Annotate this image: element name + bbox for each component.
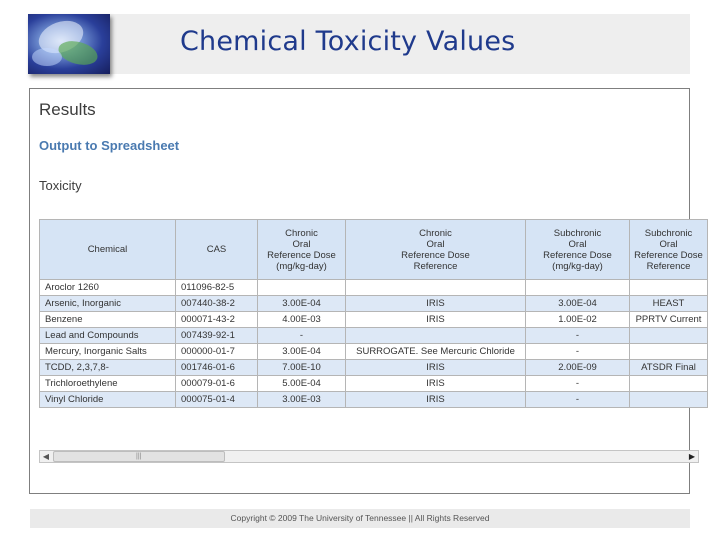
table-cell: SURROGATE. See Mercuric Chloride [346,344,526,360]
column-header [40,220,176,280]
table-cell: 7.00E-10 [258,360,346,376]
table-cell: Vinyl Chloride [40,392,176,408]
earth-satellite-logo-icon [28,14,110,74]
table-cell: Benzene [40,312,176,328]
horizontal-scrollbar[interactable] [39,450,699,463]
table-cell: - [526,376,630,392]
table-cell: 001746-01-6 [176,360,258,376]
table-cell: IRIS [346,296,526,312]
column-header-line: Oral [568,238,587,250]
table-cell: IRIS [346,392,526,408]
column-header [526,220,630,280]
table-cell: 3.00E-04 [258,344,346,360]
table-cell [630,344,708,360]
table-cell: IRIS [346,312,526,328]
table-cell: 000075-01-4 [176,392,258,408]
column-header [176,220,258,280]
table-cell: 2.00E-09 [526,360,630,376]
column-header-line: Reference Dose [634,249,703,261]
table-cell: Aroclor 1260 [40,280,176,296]
table-cell: 007439-92-1 [176,328,258,344]
table-cell [526,280,630,296]
table-cell [346,280,526,296]
table-row[interactable] [40,312,708,328]
table-row[interactable] [40,392,708,408]
column-header-line: Chemical [87,244,128,255]
table-cell [630,376,708,392]
column-header [346,220,526,280]
table-cell: ATSDR Final [630,360,708,376]
table-cell: - [526,344,630,360]
table-row[interactable] [40,360,708,376]
output-to-spreadsheet-link[interactable]: Output to Spreadsheet [39,138,180,153]
results-heading: Results [39,100,96,119]
table-cell: 3.00E-04 [526,296,630,312]
column-header [258,220,346,280]
column-header-line: Reference Dose [267,249,336,261]
column-header-line: Chronic [419,227,452,239]
page-title: Chemical Toxicity Values [180,26,516,57]
table-cell: 4.00E-03 [258,312,346,328]
table-cell: 5.00E-04 [258,376,346,392]
table-cell [630,328,708,344]
table-cell: HEAST [630,296,708,312]
table-row[interactable] [40,328,708,344]
column-header-line: Oral [292,238,311,250]
table-row[interactable] [40,280,708,296]
table-cell: - [526,328,630,344]
toxicity-table-viewport[interactable] [39,219,703,409]
column-header-line: Oral [659,238,678,250]
table-row[interactable] [40,344,708,360]
copyright-text: Copyright © 2009 The University of Tennessee || All Rights Reserved [230,513,490,523]
scrollbar-grip-icon: ||| [136,453,142,460]
table-cell: 000079-01-6 [176,376,258,392]
footer-bar [30,509,690,528]
table-cell: 000000-01-7 [176,344,258,360]
table-cell: 000071-43-2 [176,312,258,328]
table-cell: TCDD, 2,3,7,8- [40,360,176,376]
table-cell: 1.00E-02 [526,312,630,328]
column-header-line: (mg/kg-day) [276,260,327,272]
table-cell: 011096-82-5 [176,280,258,296]
table-row[interactable] [40,376,708,392]
table-cell: Mercury, Inorganic Salts [40,344,176,360]
table-cell: 3.00E-04 [258,296,346,312]
column-header-line: CAS [206,244,227,255]
table-cell: Arsenic, Inorganic [40,296,176,312]
table-cell: IRIS [346,360,526,376]
table-header-row [40,220,708,280]
column-header-line: Subchronic [553,227,602,239]
column-header-line: Subchronic [644,227,693,239]
logo-land-swirl [56,37,100,69]
table-cell: - [526,392,630,408]
table-cell: Trichloroethylene [40,376,176,392]
table-cell [258,280,346,296]
logo-cloud-swirl-2 [32,48,62,66]
table-cell: PPRTV Current [630,312,708,328]
column-header-line: Reference [413,260,458,272]
column-header-line: Oral [426,238,445,250]
column-header-line: (mg/kg-day) [552,260,603,272]
toxicity-table [39,219,708,408]
table-row[interactable] [40,296,708,312]
table-cell [630,280,708,296]
scroll-left-arrow-icon[interactable]: ◀ [42,452,50,461]
column-header-line: Reference [646,260,691,272]
table-cell [346,328,526,344]
column-header-line: Chronic [285,227,318,239]
table-cell: - [258,328,346,344]
scrollbar-thumb[interactable] [53,451,225,462]
column-header-line: Reference Dose [543,249,612,261]
column-header [630,220,708,280]
table-cell: Lead and Compounds [40,328,176,344]
results-panel [29,88,703,494]
column-header-line: Reference Dose [401,249,470,261]
table-cell: IRIS [346,376,526,392]
table-cell: 007440-38-2 [176,296,258,312]
table-cell [630,392,708,408]
table-body [40,280,708,408]
scroll-right-arrow-icon[interactable]: ▶ [688,452,696,461]
toxicity-heading: Toxicity [39,178,82,193]
table-cell: 3.00E-03 [258,392,346,408]
